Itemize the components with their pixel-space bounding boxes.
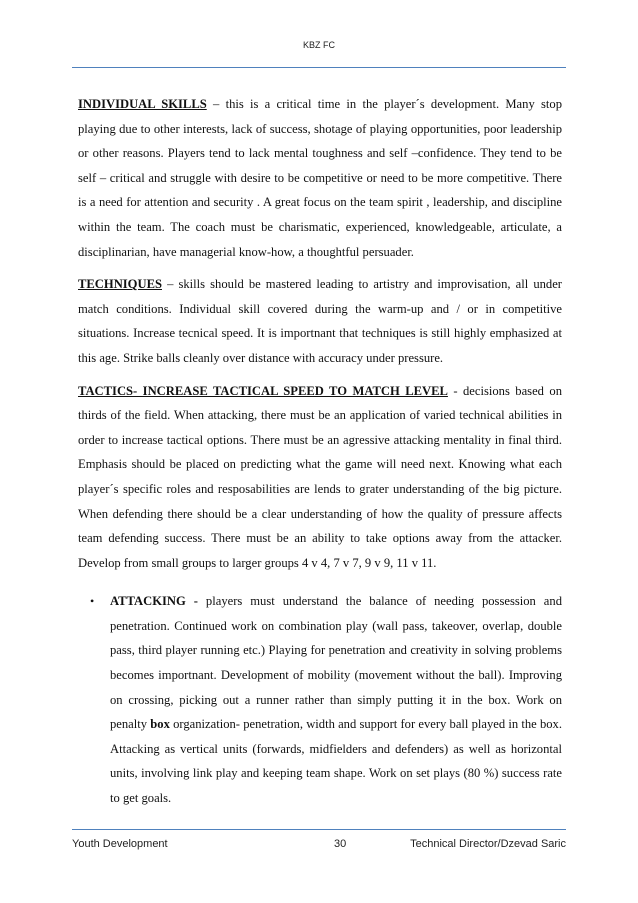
text-individual-skills: – this is a critical time in the player´s development. Many stop playing due to other interests, lack of success, shotage of playing opportunities, poor leadership or other reasons. Players tend to lack mental toughness and self –confidence. They tend to be self – critical and struggle with desire to be competitive or need to be more competitive. There is a need for attention and security . A great focus on the team spirit , leadership, and discipline within the team. The coach must be charismatic, experienced, knowledgeable, articulate, a disciplinarian, have managerial know-how, a thoughtful persuader.: [78, 97, 562, 259]
page-number: 30: [334, 838, 347, 850]
text-attacking-part1: players must understand the balance of needing possession and penetration. Continued work on combination play (wall pass, takeover, overlap, double pass, third player running etc.) Playing for penetration and creativity in solving problems becomes importnant. Development of mobility (movement without the ball). Improving on crossing, picking out a runner rather than simply putting it in the box. Work on penalty: [110, 594, 562, 732]
heading-attacking: ATTACKING -: [110, 594, 198, 609]
bullet-list: [78, 589, 562, 810]
footer-rule: [72, 829, 566, 830]
text-tactics: - decisions based on thirds of the field. When attacking, there must be an application of varied technical abilities in order to increase tactical options. There must be an agressive attacking mentality in final third. Emphasis should be placed on predicting what the game will need next. Knowing what each player´s specific roles and resposabilities are lends to grater understanding of the big picture. When defending there should be a clear understanding of how the quality of pressure affects team defending success. There must be an ability to take options away from the attacker. Develop from small groups to larger groups 4 v 4, 7 v 7, 9 v 9, 11 v 11.: [78, 383, 562, 570]
header-title: KBZ FC: [302, 40, 335, 50]
document-body: [78, 92, 562, 811]
heading-tactics: TACTICS- INCREASE TACTICAL SPEED TO MATCH LEVEL: [78, 383, 448, 398]
header-rule: [72, 67, 566, 68]
paragraph-tactics: [78, 379, 562, 576]
footer-right-text: Technical Director/Dzevad Saric: [410, 838, 566, 850]
paragraph-individual-skills: [78, 92, 562, 264]
list-item-attacking: [90, 589, 563, 810]
text-techniques: – skills should be mastered leading to artistry and improvisation, all under match conditions. Individual skill covered during the warm-up and / or in competitive situations. Increase tecnical speed. It is importnant that techniques is still highly emphasized at this age. Strike balls cleanly over distance with accuracy under pressure.: [78, 277, 562, 365]
footer: [72, 838, 566, 856]
text-attacking-part2: organization- penetration, width and support for every ball played in the box. Attacking as vertical units (forwards, midfielders and defenders) as well as horizontal units, involving link play and keeping team shape. Work on set plays (80 %) success rate to get goals.: [110, 717, 563, 806]
heading-techniques: TECHNIQUES: [78, 277, 162, 292]
footer-left-text: Youth Development: [72, 838, 168, 850]
text-attacking-box: box: [150, 717, 170, 732]
heading-individual-skills: INDIVIDUAL SKILLS: [78, 97, 207, 111]
bullet-icon: •: [90, 594, 95, 609]
paragraph-techniques: [78, 272, 562, 370]
